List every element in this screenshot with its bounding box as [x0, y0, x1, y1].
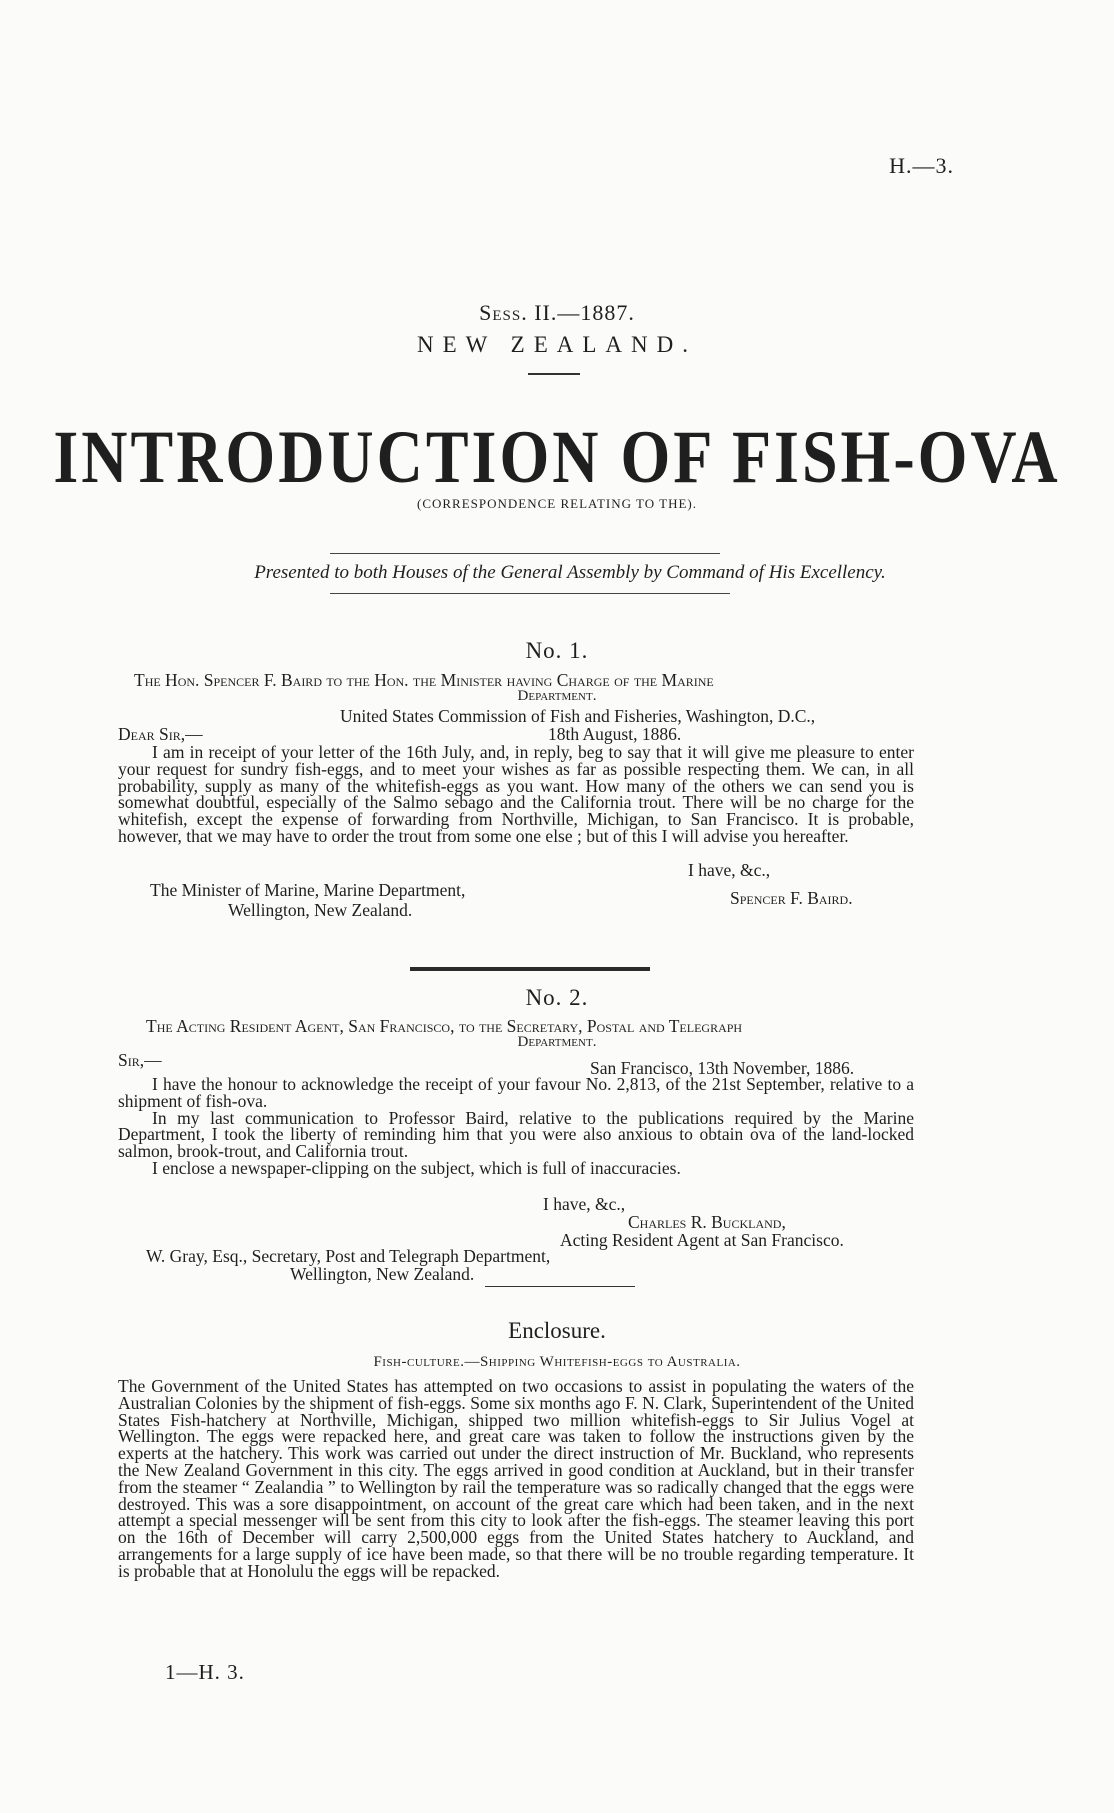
divider [330, 553, 720, 554]
letter-2-salutation: Sir,— [118, 1050, 162, 1070]
country-line: NEW ZEALAND. [416, 332, 698, 357]
letter-2-signature: Charles R. Buckland, [628, 1212, 786, 1232]
letter-2-paragraph: I enclose a newspaper-clipping on the subject, which is full of inaccuracies. [152, 1157, 681, 1178]
letter-1-closing: I have, &c., [688, 860, 771, 880]
letter-1-address: United States Commission of Fish and Fisheries, Washington, D.C., [340, 706, 816, 726]
letter-2-signature-title: Acting Resident Agent at San Francisco. [560, 1230, 844, 1250]
document-title: INTRODUCTION OF FISH-OVA [53, 414, 1061, 499]
letter-2-from: The Acting Resident Agent, San Francisco, to the Secretary, Postal and Telegraph [146, 1016, 743, 1036]
page-footer: 1—H. 3. [165, 1660, 245, 1684]
letter-1-date: 18th August, 1886. [548, 724, 682, 744]
letter-2-recipient-city: Wellington, New Zealand. [290, 1264, 475, 1284]
enclosure-subheading: Fish-culture.—Shipping Whitefish-eggs to Australia. [373, 1354, 741, 1370]
presented-line: Presented to both Houses of the General Assembly by Command of His Excellency. [254, 562, 886, 583]
letter-2-from-cont: Department. [517, 1034, 597, 1050]
divider [330, 593, 730, 594]
letter-1-recipient-city: Wellington, New Zealand. [228, 900, 413, 920]
enclosure-paragraph: The Government of the United States has attempted on two occasions to assist in populating the waters of the Australian Colonies by the shipment of fish-eggs. Some six months ago F. N. Clark, Superintendent of the United States Fish-hatchery at Northville, Michigan, shipped two million whitefish-eggs to Sir Julius Vogel at Wellington. The eggs were repacked here, and great care was taken to follow the instructions given by the experts at the hatchery. This work was carried out under the direct instruction of Mr. Buckland, who represents the New Zealand Government in this city. The eggs arrived in good condition at Auckland, but in their transfer from the steamer “ Zealandia ” to Wellington by rail the temperature was so radically changed that the eggs were destroyed. This was a sore disappointment, on account of the great care which had been taken, and in the next attempt a special messenger will be sent from this city to look after the fish-eggs. The steamer leaving this port on the 16th of December will carry 2,500,000 eggs from the United States hatchery to Auckland, and arrangements for a large supply of ice have been made, so that there will be no trouble regarding temperature. It is probable that at Honolulu the eggs will be repacked. [118, 1376, 914, 1581]
divider [528, 373, 580, 375]
letter-1-heading: No. 1. [525, 638, 589, 663]
letter-2-body [118, 1076, 914, 1177]
letter-1-paragraph: I am in receipt of your letter of the 16th July, and, in reply, beg to say that it will give me pleasure to enter your request for sundry fish-eggs, and to meet your wishes as far as possible respecting them. We can, in all probability, supply as many of the whitefish-eggs as you want. How many of the others we can send you is somewhat doubtful, especially of the Salmo sebago and the California trout. There will be no charge for the whitefish, except the expense of forwarding from Northville, Michigan, to San Francisco. It is probable, however, that we may have to order the trout from some one else ; but of this I will advise you hereafter. [118, 742, 914, 846]
document-subtitle: (CORRESPONDENCE RELATING TO THE). [416, 496, 697, 511]
letter-1-salutation: Dear Sir,— [118, 724, 203, 744]
letter-2-closing: I have, &c., [543, 1194, 626, 1214]
enclosure-heading: Enclosure. [508, 1318, 606, 1343]
letter-1-recipient: The Minister of Marine, Marine Department, [150, 880, 466, 900]
letter-1-from-cont: Department. [517, 688, 597, 704]
session-line: Sess. II.—1887. [479, 300, 635, 325]
section-divider [410, 967, 650, 971]
enclosure-body [118, 1378, 914, 1580]
letter-2-date: San Francisco, 13th November, 1886. [590, 1058, 855, 1078]
letter-1-body [118, 744, 914, 845]
letter-2-heading: No. 2. [525, 985, 589, 1010]
letter-2-paragraph: I have the honour to acknowledge the receipt of your favour No. 2,813, of the 21st September, relative to a shipment of fish-ova. [118, 1074, 914, 1111]
section-divider [485, 1286, 635, 1287]
document-reference: H.—3. [889, 153, 954, 178]
letter-1-signature: Spencer F. Baird. [730, 888, 853, 908]
letter-1-from: The Hon. Spencer F. Baird to the Hon. the Minister having Charge of the Marine [134, 670, 714, 690]
letter-2-recipient: W. Gray, Esq., Secretary, Post and Telegraph Department, [146, 1246, 551, 1266]
letter-2-paragraph: In my last communication to Professor Baird, relative to the publications required by the Marine Department, I took the liberty of reminding him that you were also anxious to obtain ova of the land-locked salmon, brook-trout, and California trout. [118, 1107, 914, 1162]
